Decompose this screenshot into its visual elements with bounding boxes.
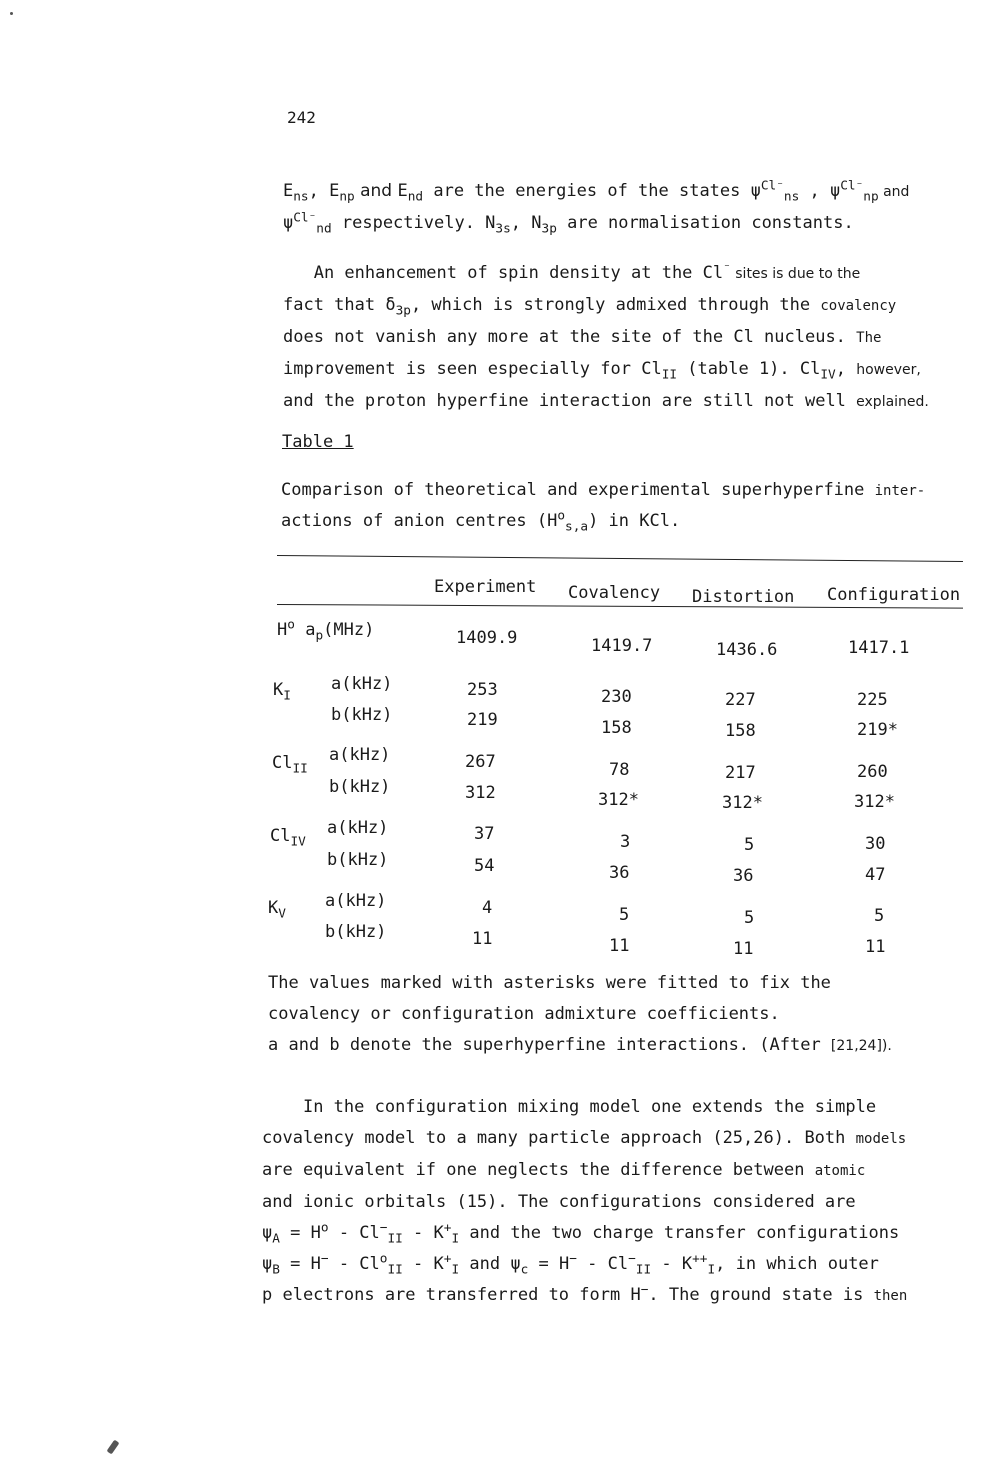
table-cell: 47	[865, 865, 886, 885]
group-label-cl4: $Cl_{IV}$	[270, 826, 306, 850]
table-cell: 11	[865, 937, 886, 957]
table-cell: 36	[609, 863, 630, 883]
paragraph-spin-density: An enhancement of spin density at the Cl⁻ sites is due to the fact that $\delta_{3p}$, which is strongly admixed through the covalency does not vanish any more at the site of the Cl nucleus. The improvement is seen especially for $Cl_{II}$ (table 1). $Cl_{IV}$, however, and the proton hyperfine interaction are still not well explained.	[283, 260, 929, 411]
table-top-rule	[277, 555, 963, 562]
table-cell: 219	[467, 710, 498, 730]
table-cell: 54	[474, 856, 495, 876]
table-cell: 11	[733, 939, 754, 959]
header-experiment: Experiment	[434, 577, 537, 597]
table-cell: 225	[857, 690, 888, 710]
header-covalency: Covalency	[568, 583, 661, 603]
table-cell: 5	[619, 905, 630, 925]
table-cell: 11	[472, 929, 493, 949]
table-cell: 30	[865, 834, 886, 854]
param-label: a(kHz)	[327, 818, 389, 838]
table-title: Table 1	[282, 432, 354, 452]
param-label: b(kHz)	[329, 777, 391, 797]
table-cell: 260	[857, 762, 888, 782]
table-cell: 5	[744, 835, 755, 855]
param-label: a(kHz)	[325, 891, 387, 911]
table-cell: 267	[465, 752, 496, 772]
scan-speck	[107, 1440, 120, 1455]
paragraph-configuration-mixing: In the configuration mixing model one extends the simple covalency model to a many particle approach (25,26). Both models are equivalent if one neglects the difference between atomic and ionic orbitals (15). The configurations considered are $\psi_A = H^o - Cl^-_{II} - K^+_I$ and the two charge transfer configurations $\psi_B = H^- - Cl^o_{II} - K^+_I$ and $\psi_c = H^- - Cl^-_{II} - K^{++}_I$, in which outer p electrons are transferred to form H−. The ground state is then	[262, 1097, 908, 1305]
table-cell: 312*	[722, 793, 763, 813]
header-configuration: Configuration	[827, 585, 961, 605]
table-cell: 253	[467, 680, 498, 700]
table-caption: Comparison of theoretical and experimental superhyperfine inter- actions of anion centres $(H^o_{s,a})$ in KCl.	[281, 480, 926, 535]
table-cell: 227	[725, 690, 756, 710]
table-cell: 312*	[598, 790, 639, 810]
cell-h-configuration: 1417.1	[848, 638, 910, 658]
table-cell: 312*	[854, 792, 895, 812]
table-cell: 36	[733, 866, 754, 886]
group-label-cl2: $Cl_{II}$	[272, 753, 308, 777]
group-label-k1: $K_I$	[273, 680, 291, 704]
table-cell: 4	[482, 898, 493, 918]
cell-h-covalency: 1419.7	[591, 636, 653, 656]
table-cell: 219*	[857, 720, 898, 740]
cell-h-distortion: 1436.6	[716, 640, 778, 660]
table-cell: 5	[874, 906, 885, 926]
cell-h-experiment: 1409.9	[456, 628, 518, 648]
table-cell: 230	[601, 687, 632, 707]
table-cell: 158	[601, 718, 632, 738]
table-cell: 11	[609, 936, 630, 956]
table-cell: 3	[620, 832, 631, 852]
table-cell: 217	[725, 763, 756, 783]
table-cell: 37	[474, 824, 495, 844]
scan-speck	[10, 12, 13, 15]
table-cell: 78	[609, 760, 630, 780]
header-distortion: Distortion	[692, 587, 795, 607]
param-label: b(kHz)	[327, 850, 389, 870]
param-label: b(kHz)	[325, 922, 387, 942]
page-number: 242	[287, 108, 316, 127]
table-cell: 312	[465, 783, 496, 803]
param-label: a(kHz)	[329, 745, 391, 765]
group-label-k5: $K_V$	[268, 898, 286, 922]
table-notes: The values marked with asterisks were fitted to fix the covalency or configuration admixture coefficients. a and b denote the superhyperfine interactions. (After [21,24]).	[268, 973, 892, 1055]
row-label-hydrogen: $H^o$ $a_p(MHz)$	[277, 617, 375, 644]
paragraph-energies: $E_{ns}$, $E_{np}$ and $E_{nd}$ are the energies of the states $\psi^{Cl^-}_{ns}$ , $\psi^{Cl^-}_{np}$ and $\psi^{Cl^-}_{nd}$ respectively. $N_{3s}$, $N_{3p}$ are normalisation constants.	[283, 178, 910, 237]
table-cell: 5	[744, 908, 755, 928]
param-label: a(kHz)	[331, 674, 393, 694]
table-cell: 158	[725, 721, 756, 741]
param-label: b(kHz)	[331, 705, 393, 725]
